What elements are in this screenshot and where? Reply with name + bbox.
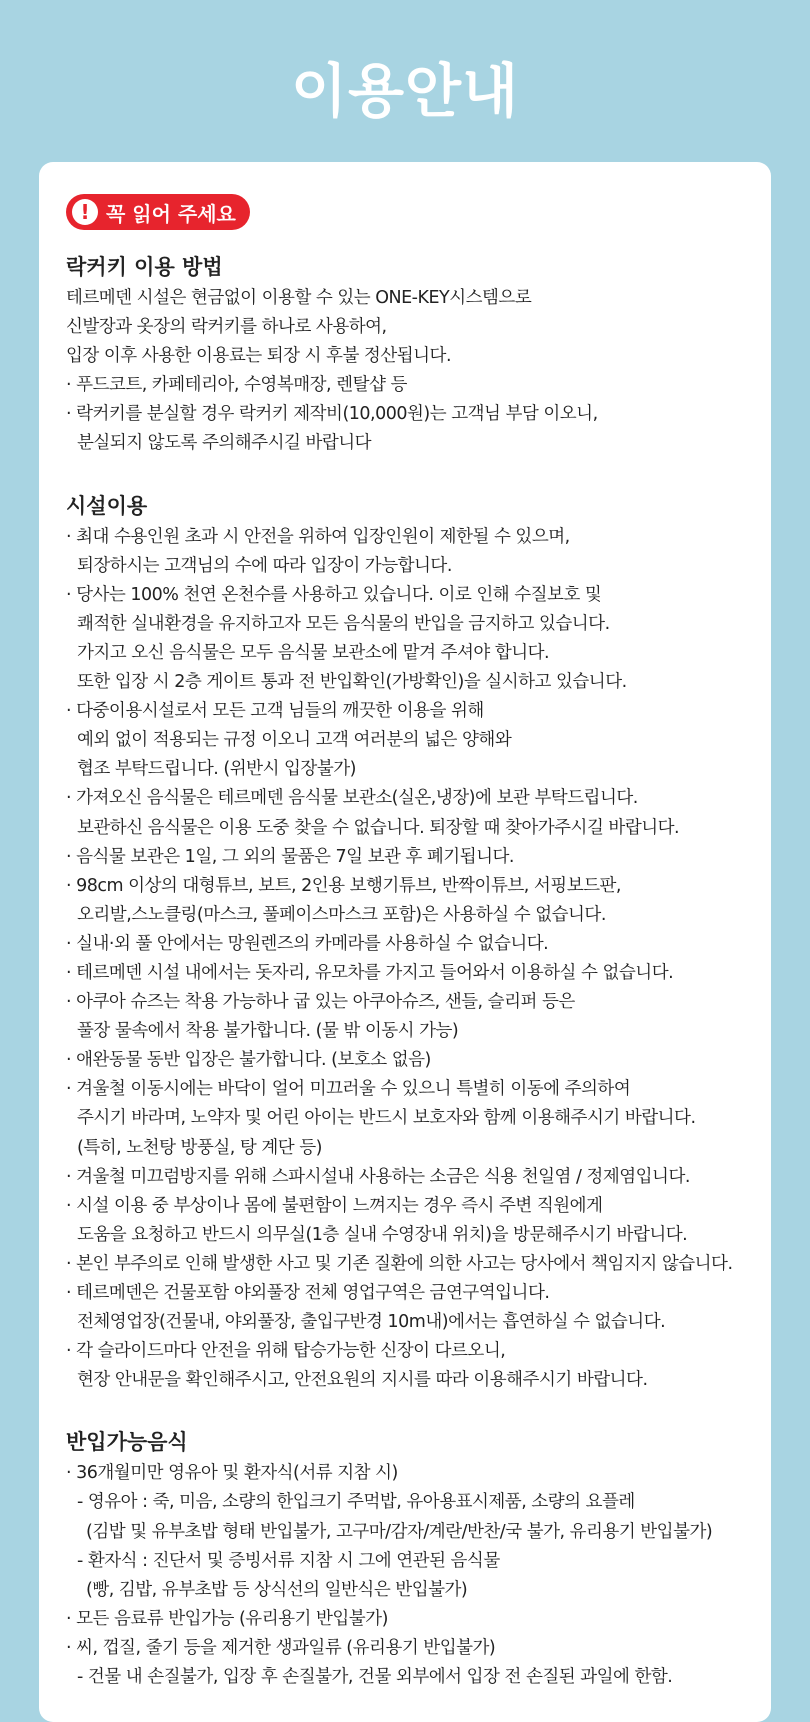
info-card [39, 162, 771, 1722]
list-item-continued: 예외 없이 적용되는 규정 이오니 고객 여러분의 넓은 양해와 [77, 730, 512, 751]
list-item: · 모든 음료류 반입가능 (유리용기 반입불가) [66, 1608, 388, 1629]
sub-list-note: (빵, 김밥, 유부초밥 등 상식선의 일반식은 반입불가) [86, 1579, 468, 1600]
list-item-continued: (특히, 노천탕 방풍실, 탕 계단 등) [77, 1137, 322, 1158]
list-item: · 각 슬라이드마다 안전을 위해 탑승가능한 신장이 다르오니, [66, 1341, 506, 1362]
list-item-continued: 주시기 바라며, 노약자 및 어린 아이는 반드시 보호자와 함께 이용해주시기 바랍니다. [77, 1108, 696, 1129]
list-item: · 푸드코트, 카페테리아, 수영복매장, 렌탈샵 등 [66, 375, 407, 396]
list-item: · 테르메덴은 건물포함 야외풀장 전체 영업구역은 금연구역입니다. [66, 1283, 550, 1303]
list-item-continued: 풀장 물속에서 착용 불가합니다. (물 밖 이동시 가능) [77, 1021, 459, 1042]
section-title: 락커키 이용 방법 [66, 255, 223, 279]
list-item-continued: 협조 부탁드립니다. (위반시 입장불가) [77, 759, 356, 780]
list-item-continued: 전체영업장(건물내, 야외풀장, 출입구반경 10m내)에서는 흡연하실 수 없습니다. [77, 1312, 666, 1333]
list-item: · 다중이용시설로서 모든 고객 님들의 깨끗한 이용을 위해 [66, 701, 484, 722]
list-item: · 씨, 껍질, 줄기 등을 제거한 생과일류 (유리용기 반입불가) [66, 1637, 496, 1658]
list-item: · 최대 수용인원 초과 시 안전을 위하여 입장인원이 제한될 수 있으며, [66, 526, 570, 547]
text-line: 신발장과 옷장의 락커키를 하나로 사용하여, [66, 317, 387, 338]
must-read-badge [66, 194, 250, 230]
page-title: 이용안내 [290, 57, 520, 125]
text-line: 테르메덴 시설은 현금없이 이용할 수 있는 ONE-KEY시스템으로 [66, 288, 532, 308]
list-item: · 36개월미만 영유아 및 환자식(서류 지참 시) [66, 1463, 398, 1484]
list-item-continued: 보관하신 음식물은 이용 도중 찾을 수 없습니다. 퇴장할 때 찾아가주시길 바랍니다. [77, 817, 680, 838]
section-title: 반입가능음식 [66, 1430, 188, 1455]
list-item: · 아쿠아 슈즈는 착용 가능하나 굽 있는 아쿠아슈즈, 샌들, 슬리퍼 등은 [66, 992, 575, 1013]
list-item-continued: 분실되지 않도록 주의해주시길 바랍니다 [77, 433, 372, 454]
list-item: · 겨울철 미끄럼방지를 위해 스파시설내 사용하는 소금은 식용 천일염 / 정제염입니다. [66, 1166, 690, 1187]
list-item: · 음식물 보관은 1일, 그 외의 물품은 7일 보관 후 폐기됩니다. [66, 846, 514, 867]
section-title: 시설이용 [66, 493, 148, 518]
list-item-continued: 현장 안내문을 확인해주시고, 안전요원의 지시를 따라 이용해주시기 바랍니다. [77, 1370, 648, 1391]
list-item: · 당사는 100% 천연 온천수를 사용하고 있습니다. 이로 인해 수질보호 및 [66, 584, 602, 605]
sub-list-item: - 환자식 : 진단서 및 증빙서류 지참 시 그에 연관된 음식물 [77, 1550, 500, 1571]
sub-list-note: (김밥 및 유부초밥 형태 반입불가, 고구마/감자/계란/반찬/국 불가, 유리용기 반입불가) [86, 1521, 713, 1542]
list-item-continued: 오리발,스노클링(마스크, 풀페이스마스크 포함)은 사용하실 수 없습니다. [77, 904, 606, 925]
exclamation-icon: ! [72, 199, 98, 225]
list-item-continued: 가지고 오신 음식물은 모두 음식물 보관소에 맡겨 주셔야 합니다. [77, 642, 550, 663]
sub-list-item: - 건물 내 손질불가, 입장 후 손질불가, 건물 외부에서 입장 전 손질된 과일에 한함. [77, 1667, 673, 1688]
text-line: 입장 이후 사용한 이용료는 퇴장 시 후불 정산됩니다. [66, 346, 452, 367]
list-item: · 테르메덴 시설 내에서는 돗자리, 유모차를 가지고 들어와서 이용하실 수 없습니다. [66, 962, 674, 983]
list-item-continued: 쾌적한 실내환경을 유지하고자 모든 음식물의 반입을 금지하고 있습니다. [77, 613, 610, 634]
section-allowed-food [66, 1425, 756, 1692]
list-item: · 겨울철 이동시에는 바닥이 얼어 미끄러울 수 있으니 특별히 이동에 주의하여 [66, 1079, 631, 1100]
list-item: · 시설 이용 중 부상이나 몸에 불편함이 느껴지는 경우 즉시 주변 직원에게 [66, 1195, 603, 1216]
section-locker [66, 250, 756, 459]
section-facility [66, 489, 756, 1396]
list-item: · 락커키를 분실할 경우 락커키 제작비(10,000원)는 고객님 부담 이오니, [66, 404, 598, 425]
list-item: · 실내·외 풀 안에서는 망원렌즈의 카메라를 사용하실 수 없습니다. [66, 933, 549, 954]
sub-list-item: - 영유아 : 죽, 미음, 소량의 한입크기 주먹밥, 유아용표시제품, 소량의 요플레 [77, 1492, 635, 1513]
list-item-continued: 또한 입장 시 2층 게이트 통과 전 반입확인(가방확인)을 실시하고 있습니다. [77, 672, 627, 693]
list-item: · 98cm 이상의 대형튜브, 보트, 2인용 보행기튜브, 반짝이튜브, 서핑보드판, [66, 875, 621, 896]
must-read-label: 꼭 읽어 주세요 [106, 201, 236, 226]
info-content [66, 194, 756, 1722]
list-item: · 본인 부주의로 인해 발생한 사고 및 기존 질환에 의한 사고는 당사에서 책임지지 않습니다. [66, 1253, 733, 1274]
list-item: · 가져오신 음식물은 테르메덴 음식물 보관소(실온,냉장)에 보관 부탁드립니다. [66, 788, 638, 809]
list-item: · 애완동물 동반 입장은 불가합니다. (보호소 없음) [66, 1050, 431, 1071]
list-item-continued: 퇴장하시는 고객님의 수에 따라 입장이 가능합니다. [77, 555, 452, 576]
list-item-continued: 도움을 요청하고 반드시 의무실(1층 실내 수영장내 위치)을 방문해주시기 바랍니다. [77, 1224, 688, 1245]
